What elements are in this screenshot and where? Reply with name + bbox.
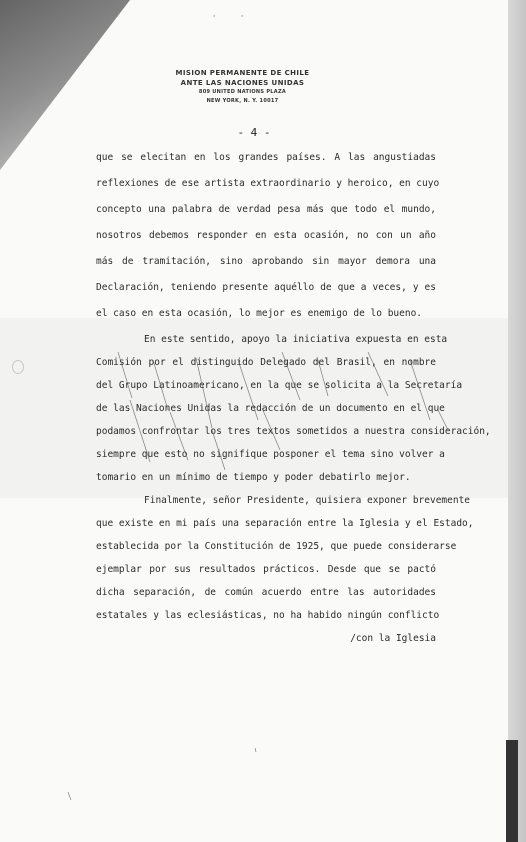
pen-stroke: [68, 792, 71, 800]
text-line: dicha separación, de común acuerdo entre las autoridades: [96, 587, 436, 598]
text-line: que se elecitan en los grandes países. A las angustiadas: [96, 152, 436, 163]
text-line: el caso en esta ocasión, lo mejor es enemigo de lo bueno.: [96, 308, 423, 319]
text-line: En este sentido, apoyo la iniciativa expuesta en esta: [144, 334, 448, 345]
text-line: que existe en mi país una separación entre la Iglesia y el Estado,: [96, 518, 474, 529]
pen-stroke: [255, 748, 256, 752]
text-line: Finalmente, señor Presidente, quisiera exponer brevemente: [144, 495, 471, 506]
page-number: - 4 -: [237, 126, 271, 139]
text-line: establecida por la Constitución de 1925, que puede considerarse: [96, 541, 457, 552]
text-line: reflexiones de ese artista extraordinario y heroico, en cuyo: [96, 178, 440, 189]
text-line: siempre que esto no signifique posponer el tema sino volver a: [96, 449, 445, 460]
text-line: ejemplar por sus resultados prácticos. Desde que se pactó: [96, 564, 436, 575]
text-line: concepto una palabra de verdad pesa más que todo el mundo,: [96, 204, 436, 215]
text-line: nosotros debemos responder en esta ocasión, no con un año: [96, 230, 436, 241]
text-line: estatales y las eclesiásticas, no ha habido ningún conflicto: [96, 610, 440, 621]
scan-speck: ': [212, 14, 217, 22]
letterhead-mission: MISION PERMANENTE DE CHILE: [175, 69, 310, 77]
punch-hole: [12, 360, 24, 374]
text-line: podamos confrontar los tres textos sometidos a nuestra consideración,: [96, 426, 491, 437]
scan-speck: ': [240, 14, 245, 22]
text-line: del Grupo Latinoamericano, en la que se solicita a la Secretaría: [96, 380, 463, 391]
text-line: más de tramitación, sino aprobando sin mayor demora una: [96, 256, 436, 267]
scan-edge-shadow: [506, 740, 518, 842]
letterhead-un: ANTE LAS NACIONES UNIDAS: [180, 79, 305, 87]
letterhead-address: 809 UNITED NATIONS PLAZA: [198, 89, 287, 95]
letterhead-city: NEW YORK, N. Y. 10017: [206, 98, 279, 104]
text-line: tomario en un mínimo de tiempo y poder debatirlo mejor.: [96, 472, 411, 483]
text-line: Declaración, teniendo presente aquéllo de que a veces, y es: [96, 282, 436, 293]
scan-margin: [508, 0, 526, 842]
letterhead: [175, 68, 310, 106]
continuation-line: /con la Iglesia: [350, 633, 436, 644]
text-line: Comisión por el distinguido Delegado del Brasil, en nombre: [96, 357, 436, 368]
body-text: [96, 150, 491, 654]
text-line: de las Naciones Unidas la redacción de un documento en el que: [96, 403, 445, 414]
folded-corner-shadow: [0, 0, 130, 170]
